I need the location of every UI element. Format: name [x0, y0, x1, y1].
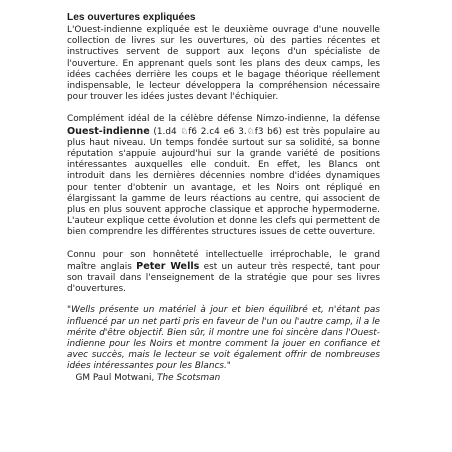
para3-intro: Connu pour son honnêteté intellectuelle irréprochable, le grand maître anglais [67, 249, 380, 272]
opening-moves: (1.d4 ♘f6 2.c4 e6 3.♘f3 b6) [149, 126, 282, 137]
quote-attribution [67, 373, 380, 384]
review-quote: "Wells présente un matériel à jour et bien équilibré et, n'étant pas influencé par un net parti pris en faveur de l'un ou l'autre camp, il a le mérite d'être objectif. Bien sûr, il montre une foi sincère dans l'Ouest-indienne pour les Noirs et montre comment la jouer en confiance et avec succès, mais le lecteur se voit également offrir de nombreuses idées intéressantes pour les Blancs." [67, 305, 380, 372]
section-heading: Les ouvertures expliquées [67, 12, 196, 23]
opening-name: Ouest-indienne [67, 125, 150, 137]
author-name: Peter Wells [136, 260, 200, 272]
author-paragraph [67, 250, 380, 296]
para2-intro: Complément idéal de la célèbre défense Nimzo-indienne, la défense [67, 114, 380, 125]
para2-rest: est très populaire au plus haut niveau. Un temps fondée surtout sur sa solidité, sa bonne réputation s'appuie aujourd'hui sur la grande variété de positions intéressantes auxquelles elle conduit. En effet, les Blancs ont introduit dans les dernières décennies nombre d'idées dynamiques pour tenter d'obtenir un avantage, et les Noirs ont répliqué en élargissant la gamme de leurs réactions au centre, qui associent de plus en plus souvent approche classique et approche hypermoderne. L'auteur explique cette évolution et donne les clefs qui permettent de bien comprendre les différentes structures issues de cette ouverture. [67, 126, 380, 238]
attribution-author: GM Paul Motwani, [75, 372, 158, 383]
para3-rest: est un auteur très respecté, tant pour son travail dans l'enseignement de la stratégie que pour ses livres d'ouvertures. [67, 261, 380, 295]
back-cover-text [67, 12, 380, 384]
opening-description-paragraph [67, 114, 380, 238]
attribution-source: The Scotsman [157, 372, 221, 383]
intro-paragraph: L'Ouest-indienne expliquée est le deuxième ouvrage d'une nouvelle collection de livres sur les ouvertures, où des parties récentes et instructives servent de support aux leçons d'un spécialiste de l'ouverture. En apprenant quels sont les plans des deux camps, les idées cachées derrière les coups et le bagage théorique réellement indispensable, le lecteur développera la compréhension nécessaire pour trouver les idées justes devant l'échiquier. [67, 25, 380, 103]
